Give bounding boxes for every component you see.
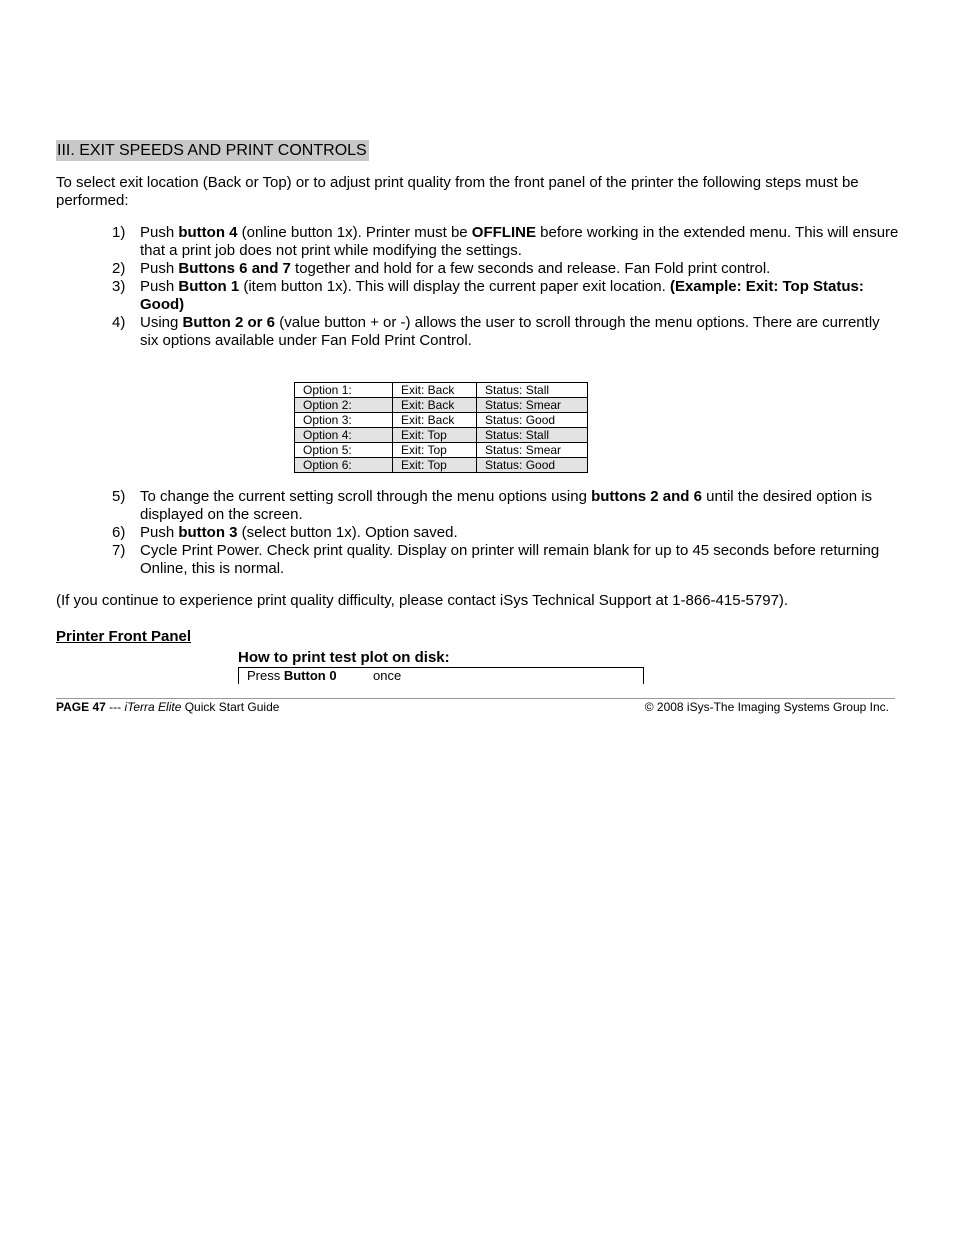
step-text: Push — [140, 224, 179, 241]
press-count: once — [373, 668, 402, 683]
list-item — [110, 314, 900, 350]
step-bold: buttons 2 and 6 — [591, 488, 702, 505]
table-cell: Exit: Top — [393, 458, 477, 473]
step-number: 7) — [112, 542, 126, 559]
table-cell: Exit: Back — [393, 398, 477, 413]
footer-separator: --- — [105, 700, 125, 714]
step-text: To change the current setting scroll through the menu options using — [140, 488, 592, 505]
table-row — [295, 443, 588, 458]
howto-heading: How to print test plot on disk: — [238, 649, 450, 666]
list-item — [110, 260, 900, 278]
table-cell: Option 4: — [295, 428, 393, 443]
table-cell: Option 6: — [295, 458, 393, 473]
step-text: (online button 1x). Printer must be — [237, 224, 472, 241]
table-cell: Option 3: — [295, 413, 393, 428]
step-bold: button 4 — [178, 224, 238, 241]
table-row — [295, 458, 588, 473]
step-text: Using — [140, 314, 183, 331]
table-cell: Exit: Top — [393, 428, 477, 443]
step-bold: Button 2 or 6 — [182, 314, 276, 331]
step-bold: button 3 — [178, 524, 238, 541]
table-row — [295, 383, 588, 398]
page-number: PAGE 47 — [56, 700, 106, 714]
product-name: iTerra Elite — [124, 700, 182, 714]
list-item — [110, 224, 900, 260]
table-cell: Status: Stall — [477, 428, 588, 443]
step-text: Push — [140, 260, 179, 277]
press-button-box — [238, 667, 644, 684]
step-text: together and hold for a few seconds and release. Fan Fold print control. — [290, 260, 771, 277]
options-table — [294, 382, 588, 473]
step-text: Push — [140, 524, 179, 541]
table-cell: Status: Stall — [477, 383, 588, 398]
step-number: 1) — [112, 224, 126, 241]
press-instruction — [247, 668, 337, 684]
table-row — [295, 398, 588, 413]
list-item — [110, 524, 900, 542]
step-text: Push — [140, 278, 179, 295]
press-text: Press — [247, 668, 284, 683]
step-bold: OFFLINE — [471, 224, 536, 241]
table-cell: Option 2: — [295, 398, 393, 413]
step-text: Cycle Print Power. Check print quality. Display on printer will remain blank for up to 45 seconds before returning Online, this is normal. — [140, 542, 880, 577]
list-item — [110, 488, 900, 524]
list-item — [110, 542, 900, 578]
printer-front-panel-heading: Printer Front Panel — [56, 628, 192, 645]
intro-paragraph: To select exit location (Back or Top) or to adjust print quality from the front panel of the printer the following steps must be performed: — [56, 174, 859, 209]
footer-page-info — [56, 700, 279, 715]
table-cell: Option 5: — [295, 443, 393, 458]
table-cell: Exit: Back — [393, 383, 477, 398]
step-number: 6) — [112, 524, 126, 541]
step-text: (select button 1x). Option saved. — [237, 524, 458, 541]
step-text: before working in the extended menu. This will ensure that a print job does not print while modifying the settings. — [140, 224, 899, 259]
table-cell: Exit: Top — [393, 443, 477, 458]
step-number: 5) — [112, 488, 126, 505]
footer-copyright: © 2008 iSys-The Imaging Systems Group Inc. — [644, 700, 889, 714]
table-cell: Status: Good — [477, 413, 588, 428]
press-button-label: Button 0 — [283, 668, 337, 683]
step-text: (item button 1x). This will display the current paper exit location. — [239, 278, 670, 295]
step-number: 4) — [112, 314, 126, 331]
section-title: III. EXIT SPEEDS AND PRINT CONTROLS — [57, 142, 367, 159]
footer-divider — [56, 698, 895, 699]
table-cell: Exit: Back — [393, 413, 477, 428]
guide-name: Quick Start Guide — [181, 700, 280, 714]
step-number: 3) — [112, 278, 126, 295]
list-item — [110, 278, 900, 314]
step-text: (value button + or -) allows the user to scroll through the menu options. There are currently six options available under Fan Fold Print Control. — [140, 314, 880, 349]
table-row — [295, 413, 588, 428]
step-bold: Button 1 — [178, 278, 240, 295]
step-text: until the desired option is displayed on the screen. — [140, 488, 873, 523]
table-cell: Status: Smear — [477, 443, 588, 458]
step-bold: Buttons 6 and 7 — [178, 260, 291, 277]
steps-list-second — [110, 488, 900, 578]
support-note: (If you continue to experience print quality difficulty, please contact iSys Technical Support at 1-866-415-5797). — [56, 592, 789, 609]
table-cell: Option 1: — [295, 383, 393, 398]
step-bold: (Example: Exit: Top Status: Good) — [140, 278, 864, 313]
table-row — [295, 428, 588, 443]
step-number: 2) — [112, 260, 126, 277]
steps-list-first — [110, 224, 900, 350]
table-cell: Status: Good — [477, 458, 588, 473]
table-cell: Status: Smear — [477, 398, 588, 413]
